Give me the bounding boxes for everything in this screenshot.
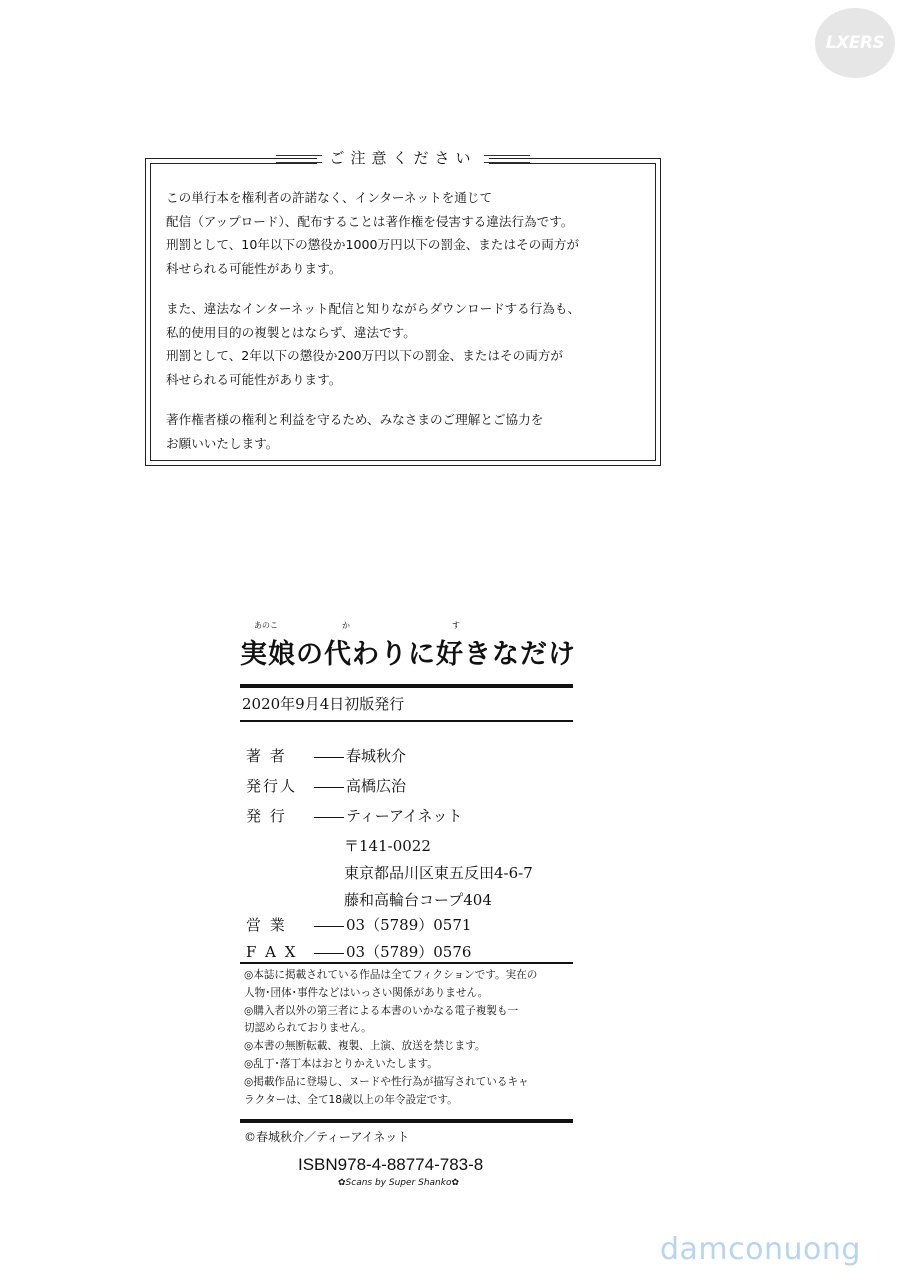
contact-value: 03（5789）0576: [346, 943, 472, 961]
notice-line: 著作権者様の権利と利益を守るため、みなさまのご理解とご協力を: [166, 412, 544, 427]
credit-value: 春城秋介: [346, 747, 407, 765]
site-watermark: damconuong: [660, 1232, 861, 1267]
note-line: ◎本書の無断転載、複製、上演、放送を禁じます。: [244, 1040, 486, 1053]
credit-dash: [314, 757, 344, 758]
date-rule: [240, 720, 573, 722]
credit-label: 発 行: [246, 807, 287, 825]
credit-author: [246, 745, 406, 766]
credit-value: ティーアイネット: [346, 807, 463, 825]
flower-icon: ✿: [338, 1178, 346, 1188]
credit-label: 発行人: [246, 777, 298, 795]
publication-date: 2020年9月4日初版発行: [242, 695, 405, 713]
notice-line: お願いいたします。: [166, 435, 279, 451]
credit-value: 高橋広治: [346, 777, 407, 795]
notice-line: 配信（アップロード）、配布することは著作権を侵害する違法行為です。: [166, 213, 574, 229]
credit-label: 著 者: [246, 747, 287, 765]
notes-rule-bottom: [240, 1119, 573, 1123]
address-postal: 〒141-0022: [344, 837, 431, 855]
note-line: 人物･団体･事件などはいっさい関係がありません。: [244, 986, 489, 999]
credit-dash: [314, 817, 344, 818]
contact-fax: [246, 941, 471, 962]
contact-dash: [314, 953, 344, 954]
note-line: ◎乱丁･落丁本はおとりかえいたします。: [244, 1057, 438, 1070]
copyright: ©春城秋介／ティーアイネット: [244, 1130, 410, 1144]
note-line: ◎掲載作品に登場し、ヌードや性行為が描写されているキャ: [244, 1075, 529, 1088]
notice-line: この単行本を権利者の許諾なく、インターネットを通じて: [166, 190, 493, 205]
furigana: す: [452, 621, 460, 630]
furigana: あのこ: [254, 621, 278, 630]
notice-title: ご注意ください: [317, 149, 488, 167]
note-line: 切認められておりません。: [244, 1022, 372, 1035]
notes-rule-top: [240, 962, 573, 964]
contact-label: F A X: [246, 943, 298, 961]
notice-text: [166, 186, 650, 472]
scans-credit-text: Scans by Super Shanko: [345, 1178, 452, 1188]
notice-paragraph: [166, 297, 650, 391]
flower-icon: ✿: [451, 1178, 460, 1188]
notice-line: 刑罰として、2年以下の懲役か200万円以下の罰金、またはその両方が: [166, 348, 564, 363]
lxers-logo-text: LXERS: [825, 33, 885, 53]
notice-box: [145, 149, 661, 466]
credit-publisher-person: [246, 775, 406, 796]
credit-dash: [314, 787, 344, 788]
title-ornament-right: [484, 155, 530, 163]
notice-line: 刑罰として、10年以下の懲役か1000万円以下の罰金、またはその両方が: [166, 237, 580, 252]
scans-credit: [338, 1178, 459, 1188]
address-line: 藤和高輪台コープ404: [344, 891, 492, 909]
contact-value: 03（5789）0571: [346, 916, 472, 934]
notice-line: 科せられる可能性があります。: [166, 371, 342, 387]
contact-sales: [246, 914, 471, 935]
note-line: ラクターは、全て18歳以上の年令設定です。: [244, 1093, 458, 1106]
notes-list: [244, 967, 537, 1109]
book-title: 実娘の代わりに好きなだけ: [240, 639, 576, 670]
note-line: ◎購入者以外の第三者による本書のいかなる電子複製も一: [244, 1004, 519, 1017]
contact-label: 営 業: [246, 916, 287, 934]
address-line: 東京都品川区東五反田4-6-7: [344, 864, 533, 882]
note-line: ◎本誌に掲載されている作品は全てフィクションです。実在の: [244, 969, 538, 981]
contact-dash: [314, 926, 344, 927]
notice-line: 科せられる可能性があります。: [166, 260, 342, 276]
notice-paragraph: [166, 408, 650, 455]
notice-title-bar: [146, 147, 660, 168]
credit-publisher: [246, 805, 463, 826]
title-rule: [240, 684, 573, 688]
notice-paragraph: [166, 186, 650, 280]
lxers-logo: [815, 8, 895, 78]
title-ornament-left: [276, 155, 322, 163]
furigana: か: [342, 621, 350, 630]
notice-line: また、違法なインターネット配信と知りながらダウンロードする行為も、: [166, 301, 581, 316]
isbn: ISBN978-4-88774-783-8: [298, 1155, 484, 1174]
notice-line: 私的使用目的の複製とはならず、違法です。: [166, 324, 416, 340]
